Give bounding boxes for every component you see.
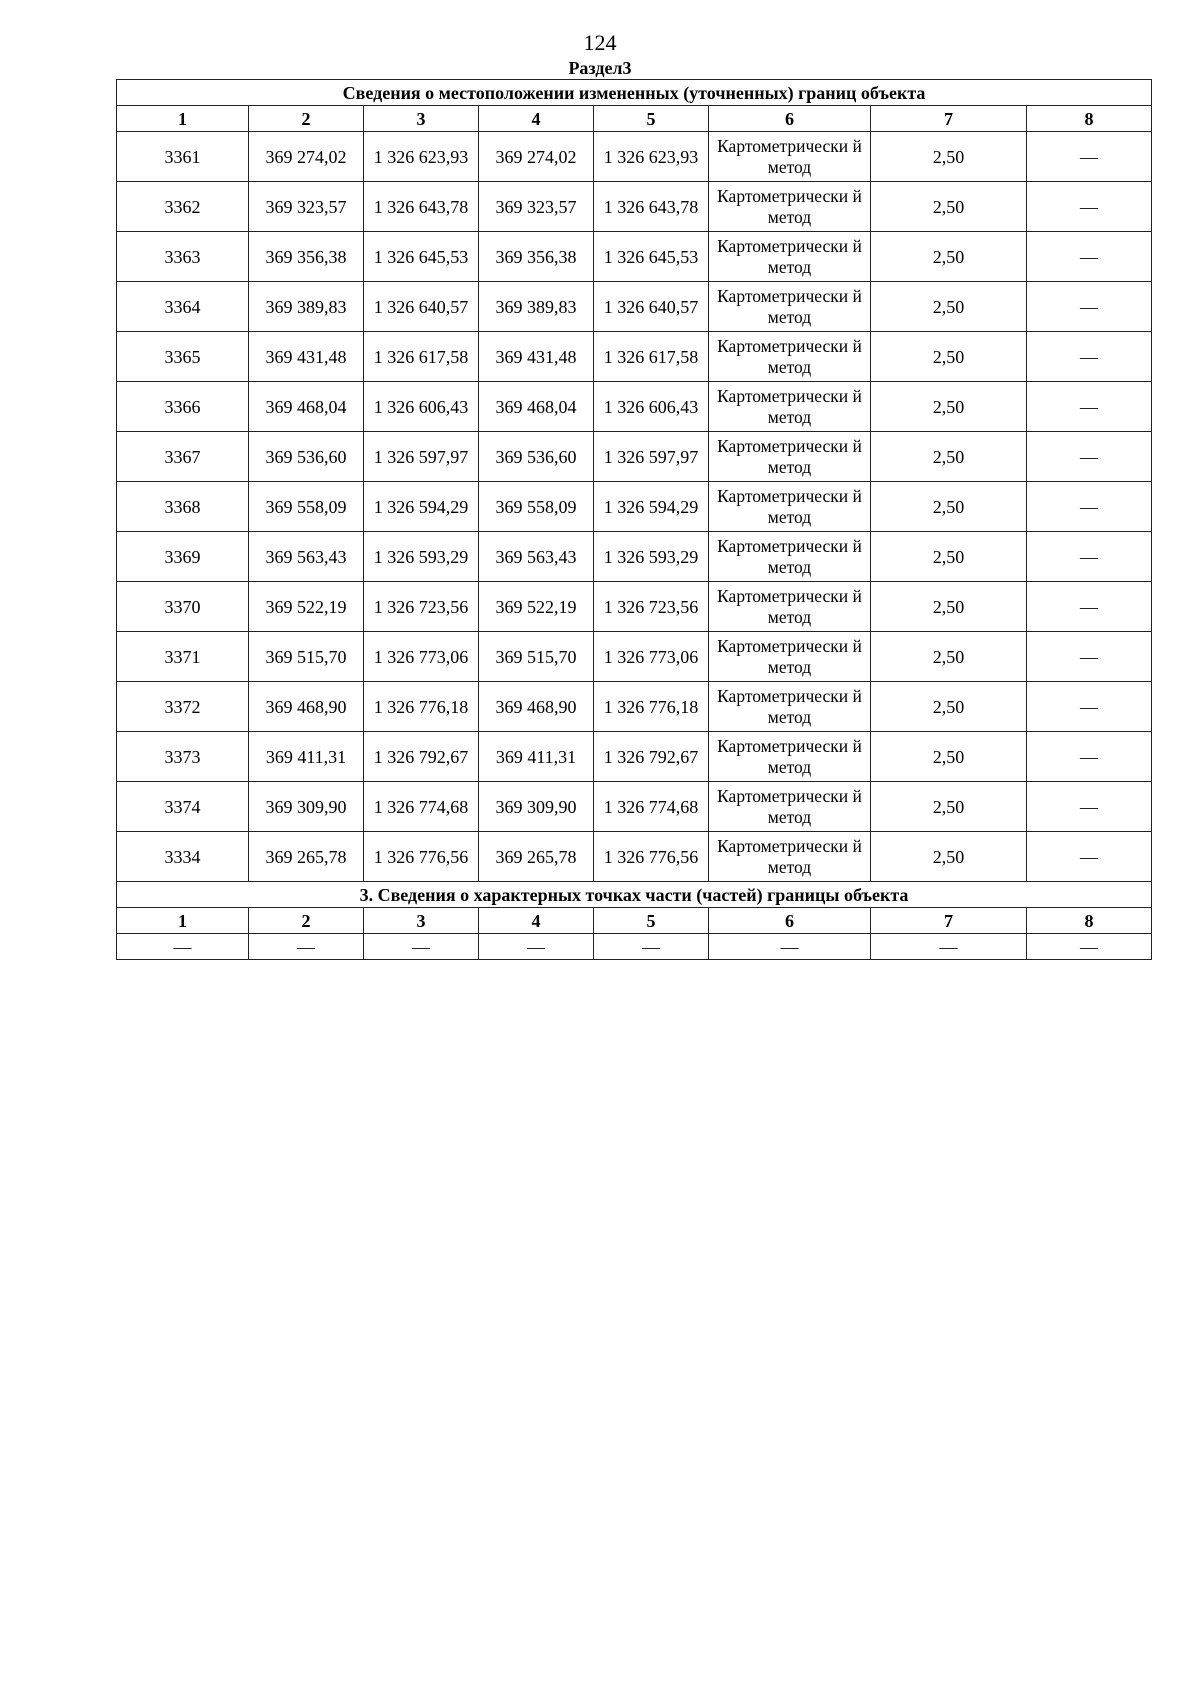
table-cell: 369 536,60 [479, 432, 594, 482]
table-cell: 1 326 776,18 [364, 682, 479, 732]
table-cell: 369 323,57 [479, 182, 594, 232]
table-cell: — [364, 934, 479, 960]
table-cell: 1 326 593,29 [594, 532, 709, 582]
table-cell: 369 389,83 [249, 282, 364, 332]
table-cell: 2,50 [871, 532, 1027, 582]
table-cell: 369 515,70 [249, 632, 364, 682]
table-cell: — [871, 934, 1027, 960]
table-cell: 2,50 [871, 332, 1027, 382]
table-cell: 369 468,04 [249, 382, 364, 432]
table-cell: 1 326 594,29 [594, 482, 709, 532]
table-cell: 2,50 [871, 182, 1027, 232]
table-row [117, 532, 1152, 582]
table-cell: 369 558,09 [249, 482, 364, 532]
table-row [117, 732, 1152, 782]
table-cell: 369 265,78 [249, 832, 364, 882]
table-cell: — [1027, 632, 1152, 682]
table-cell: — [1027, 582, 1152, 632]
column-number: 7 [871, 106, 1027, 132]
table-row [117, 482, 1152, 532]
table-cell: 1 326 773,06 [594, 632, 709, 682]
table-cell: 2,50 [871, 482, 1027, 532]
table-cell: 1 326 597,97 [594, 432, 709, 482]
table-cell: 1 326 593,29 [364, 532, 479, 582]
column-number: 1 [117, 106, 249, 132]
table-cell: 2,50 [871, 782, 1027, 832]
column-number: 3 [364, 106, 479, 132]
table-cell: 369 309,90 [249, 782, 364, 832]
table-cell: 1 326 645,53 [594, 232, 709, 282]
table-cell: 1 326 792,67 [364, 732, 479, 782]
table-cell: 1 326 606,43 [364, 382, 479, 432]
column-number: 2 [249, 106, 364, 132]
table-cell: 3369 [117, 532, 249, 582]
table-cell: 369 309,90 [479, 782, 594, 832]
table-cell: 2,50 [871, 232, 1027, 282]
table-cell: 369 323,57 [249, 182, 364, 232]
table-cell: 2,50 [871, 132, 1027, 182]
table-cell: 1 326 774,68 [364, 782, 479, 832]
column-number: 5 [594, 106, 709, 132]
table-cell: — [1027, 132, 1152, 182]
table-cell: — [117, 934, 249, 960]
table-cell: 2,50 [871, 432, 1027, 482]
table-cell: — [1027, 232, 1152, 282]
column-number: 5 [594, 908, 709, 934]
table-row [117, 682, 1152, 732]
table-cell: — [1027, 782, 1152, 832]
table-cell: 2,50 [871, 282, 1027, 332]
table-cell: — [1027, 432, 1152, 482]
table-cell: Картометрически й метод [709, 582, 871, 632]
table-row [117, 432, 1152, 482]
table-cell: 369 515,70 [479, 632, 594, 682]
table-cell: 1 326 792,67 [594, 732, 709, 782]
table-cell: 1 326 617,58 [364, 332, 479, 382]
boundary-table [116, 79, 1152, 960]
table-cell: 369 274,02 [479, 132, 594, 182]
table-cell: — [1027, 682, 1152, 732]
table-cell: 3367 [117, 432, 249, 482]
table-cell: 3334 [117, 832, 249, 882]
table-cell: — [1027, 182, 1152, 232]
table-cell: — [1027, 532, 1152, 582]
table-cell: 369 265,78 [479, 832, 594, 882]
section-title: Раздел3 [568, 58, 632, 78]
table-cell: 3366 [117, 382, 249, 432]
table-cell: — [1027, 732, 1152, 782]
table-cell: 1 326 623,93 [364, 132, 479, 182]
table-cell: 1 326 594,29 [364, 482, 479, 532]
table-cell: 369 356,38 [249, 232, 364, 282]
table-cell: 369 411,31 [479, 732, 594, 782]
table-cell: 3364 [117, 282, 249, 332]
table-row [117, 232, 1152, 282]
table-cell: Картометрически й метод [709, 182, 871, 232]
table-row [117, 182, 1152, 232]
table-cell: 1 326 606,43 [594, 382, 709, 432]
table-cell: — [1027, 832, 1152, 882]
table-cell: 1 326 623,93 [594, 132, 709, 182]
table-cell: 369 356,38 [479, 232, 594, 282]
table-cell: 369 522,19 [249, 582, 364, 632]
table-row [117, 282, 1152, 332]
table-cell: Картометрически й метод [709, 532, 871, 582]
column-number: 3 [364, 908, 479, 934]
table-cell: 369 411,31 [249, 732, 364, 782]
table-cell: — [594, 934, 709, 960]
table-row [117, 582, 1152, 632]
table-cell: 1 326 643,78 [594, 182, 709, 232]
column-number: 4 [479, 908, 594, 934]
table-cell: 369 389,83 [479, 282, 594, 332]
table-cell: 1 326 645,53 [364, 232, 479, 282]
table-row [117, 132, 1152, 182]
table-cell: 3363 [117, 232, 249, 282]
table-cell: Картометрически й метод [709, 382, 871, 432]
table-cell: 1 326 723,56 [594, 582, 709, 632]
table-cell: 2,50 [871, 632, 1027, 682]
table-cell: 369 468,90 [249, 682, 364, 732]
column-number: 8 [1027, 106, 1152, 132]
table-cell: 2,50 [871, 732, 1027, 782]
table-cell: 1 326 643,78 [364, 182, 479, 232]
table2-heading-cell: 3. Сведения о характерных точках части (частей) границы объекта [117, 882, 1152, 908]
column-number: 4 [479, 106, 594, 132]
table-cell: — [1027, 482, 1152, 532]
table-cell: 3368 [117, 482, 249, 532]
table-cell: 1 326 640,57 [364, 282, 479, 332]
table-cell: 369 558,09 [479, 482, 594, 532]
table-row [117, 832, 1152, 882]
table1-heading [117, 80, 1152, 106]
table-cell: Картометрически й метод [709, 782, 871, 832]
table-cell: — [1027, 282, 1152, 332]
table-cell: 369 563,43 [479, 532, 594, 582]
table-cell: 369 468,90 [479, 682, 594, 732]
table-cell: 3374 [117, 782, 249, 832]
column-number: 7 [871, 908, 1027, 934]
table-body [117, 80, 1152, 960]
table-cell: Картометрически й метод [709, 732, 871, 782]
table-cell: 1 326 617,58 [594, 332, 709, 382]
table-cell: 3373 [117, 732, 249, 782]
table-cell: 1 326 723,56 [364, 582, 479, 632]
table-cell: 1 326 776,18 [594, 682, 709, 732]
table-cell: 369 431,48 [479, 332, 594, 382]
table-cell: — [1027, 332, 1152, 382]
table-cell: — [709, 934, 871, 960]
table-cell: 3362 [117, 182, 249, 232]
table-row [117, 934, 1152, 960]
table-row [117, 632, 1152, 682]
table-cell: Картометрически й метод [709, 282, 871, 332]
table-cell: 1 326 640,57 [594, 282, 709, 332]
table-cell: 3361 [117, 132, 249, 182]
table-cell: Картометрически й метод [709, 682, 871, 732]
table-cell: 369 274,02 [249, 132, 364, 182]
table-cell: 1 326 773,06 [364, 632, 479, 682]
table-cell: 3371 [117, 632, 249, 682]
table-cell: 3365 [117, 332, 249, 382]
table-cell: 3370 [117, 582, 249, 632]
table-cell: Картометрически й метод [709, 632, 871, 682]
table-cell: 3372 [117, 682, 249, 732]
column-number: 6 [709, 106, 871, 132]
table-row [117, 782, 1152, 832]
table1-column-numbers [117, 106, 1152, 132]
table-cell: 1 326 776,56 [594, 832, 709, 882]
table-cell: 369 563,43 [249, 532, 364, 582]
table-cell: — [479, 934, 594, 960]
table1-heading-cell: Сведения о местоположении измененных (уточненных) границ объекта [117, 80, 1152, 106]
table-cell: Картометрически й метод [709, 832, 871, 882]
table-cell: 369 522,19 [479, 582, 594, 632]
table-cell: 2,50 [871, 682, 1027, 732]
table-cell: 2,50 [871, 382, 1027, 432]
table2-column-numbers [117, 908, 1152, 934]
column-number: 2 [249, 908, 364, 934]
table-cell: 1 326 597,97 [364, 432, 479, 482]
table-cell: Картометрически й метод [709, 132, 871, 182]
table-cell: 1 326 774,68 [594, 782, 709, 832]
column-number: 1 [117, 908, 249, 934]
table-row [117, 332, 1152, 382]
table-cell: Картометрически й метод [709, 482, 871, 532]
table-cell: — [249, 934, 364, 960]
table-cell: 1 326 776,56 [364, 832, 479, 882]
table-cell: 2,50 [871, 582, 1027, 632]
table-cell: Картометрически й метод [709, 232, 871, 282]
table-cell: Картометрически й метод [709, 432, 871, 482]
table-cell: — [1027, 382, 1152, 432]
page-number: 124 [583, 30, 617, 55]
table2-heading [117, 882, 1152, 908]
table-cell: — [1027, 934, 1152, 960]
table-cell: 369 536,60 [249, 432, 364, 482]
column-number: 6 [709, 908, 871, 934]
table-cell: 369 431,48 [249, 332, 364, 382]
table-cell: 369 468,04 [479, 382, 594, 432]
column-number: 8 [1027, 908, 1152, 934]
table-cell: Картометрически й метод [709, 332, 871, 382]
table-cell: 2,50 [871, 832, 1027, 882]
table-row [117, 382, 1152, 432]
